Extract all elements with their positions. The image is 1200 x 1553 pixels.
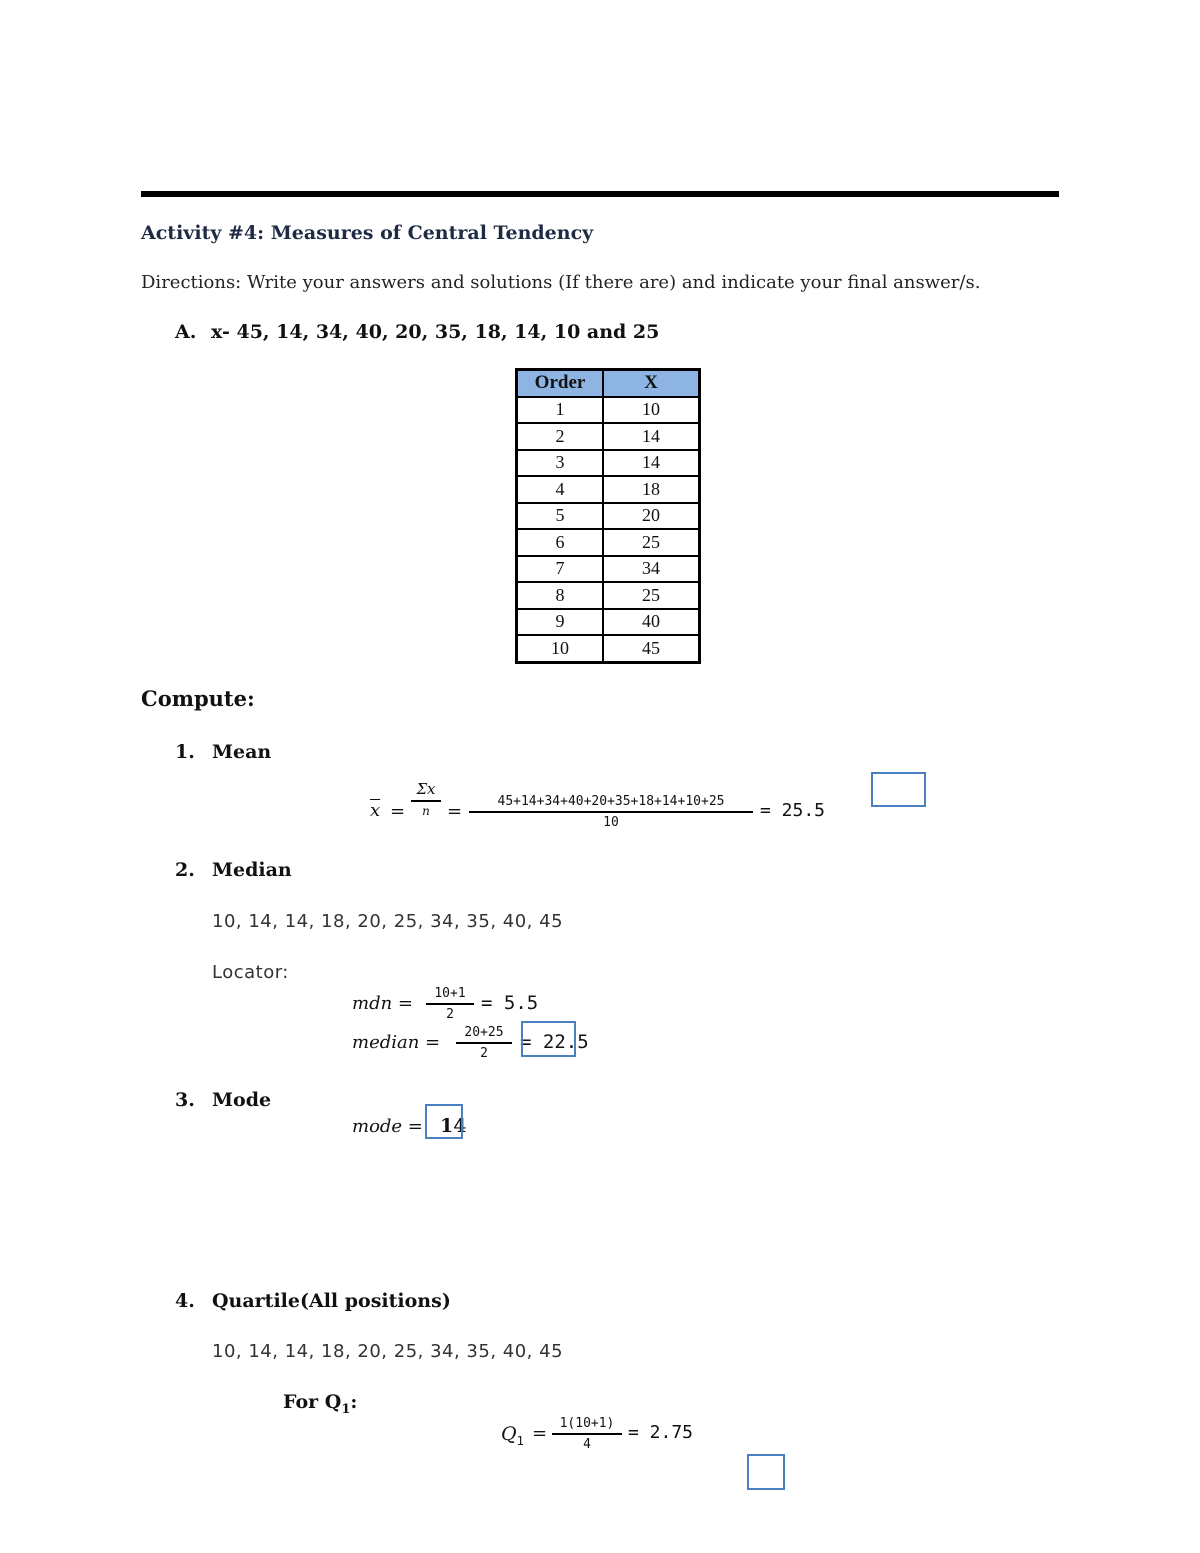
order-cell: 3 — [517, 450, 604, 477]
x-cell: 20 — [603, 503, 700, 530]
mean-frac2-num: 45+14+34+40+20+35+18+14+10+25 — [497, 794, 725, 809]
mean-frac2-den: 10 — [603, 815, 619, 830]
median-heading: Median — [212, 859, 292, 881]
mean-lhs: $\overline{x}$ — [370, 800, 381, 821]
table-row — [517, 397, 700, 424]
median-sorted-values: 10, 14, 14, 18, 20, 25, 34, 35, 40, 45 — [212, 911, 564, 932]
answer-box[interactable] — [871, 772, 926, 807]
table-row — [517, 503, 700, 530]
mdn-lhs: mdn = — [352, 993, 413, 1014]
q1-fraction — [552, 1416, 622, 1452]
mean-heading: Mean — [212, 741, 272, 763]
quartile-heading: Quartile(All positions) — [212, 1290, 451, 1312]
table-row — [517, 529, 700, 556]
mdn-num: 10+1 — [434, 986, 466, 1001]
order-cell: 5 — [517, 503, 604, 530]
mdn-result: = 5.5 — [481, 992, 539, 1014]
median-num: 20+25 — [464, 1025, 504, 1040]
compute-heading: Compute: — [141, 686, 255, 711]
q1-label — [283, 1391, 357, 1417]
mean-frac1-num: Σx — [416, 780, 436, 798]
order-cell: 9 — [517, 609, 604, 636]
mean-eq2: = — [447, 801, 463, 822]
mdn-fraction — [426, 986, 474, 1022]
x-cell: 34 — [603, 556, 700, 583]
table-header-order: Order — [517, 370, 604, 397]
x-cell: 40 — [603, 609, 700, 636]
table-row — [517, 450, 700, 477]
q1-label-colon: : — [350, 1391, 358, 1413]
order-cell: 8 — [517, 582, 604, 609]
order-cell: 4 — [517, 476, 604, 503]
q1-result: = 2.75 — [628, 1422, 694, 1443]
q1-lhs-sub: 1 — [516, 1433, 524, 1448]
table-row — [517, 609, 700, 636]
mode-heading: Mode — [212, 1089, 272, 1111]
table-row — [517, 635, 700, 662]
mode-value: 14 — [440, 1115, 467, 1137]
table-row — [517, 582, 700, 609]
x-cell: 14 — [603, 450, 700, 477]
section-a-label: A. — [175, 321, 197, 343]
mode-lhs: mode = — [352, 1116, 423, 1137]
answer-box[interactable] — [747, 1454, 785, 1490]
table-header-row — [517, 370, 700, 397]
q1-num: 1(10+1) — [559, 1416, 615, 1431]
median-result: = 22.5 — [520, 1031, 589, 1053]
order-cell: 1 — [517, 397, 604, 424]
directions-text: Directions: Write your answers and solutions (If there are) and indicate your final answer/s. — [141, 272, 981, 293]
page-title: Activity #4: Measures of Central Tendency — [141, 222, 594, 244]
x-cell: 10 — [603, 397, 700, 424]
q1-label-sub: 1 — [341, 1401, 351, 1417]
x-cell: 25 — [603, 582, 700, 609]
mean-frac-sum — [411, 780, 441, 818]
x-cell: 14 — [603, 423, 700, 450]
q1-lhs-letter: Q — [501, 1423, 517, 1445]
order-cell: 7 — [517, 556, 604, 583]
x-cell: 18 — [603, 476, 700, 503]
mdn-den: 2 — [446, 1007, 454, 1022]
median-fraction — [456, 1025, 512, 1061]
data-table — [515, 368, 701, 664]
quartile-sorted-values: 10, 14, 14, 18, 20, 25, 34, 35, 40, 45 — [212, 1341, 564, 1362]
table-header-x: X — [603, 370, 700, 397]
q1-den: 4 — [583, 1437, 591, 1452]
table-row — [517, 476, 700, 503]
mean-frac-values — [469, 794, 753, 830]
mean-result: = 25.5 — [760, 800, 826, 821]
mode-number: 3. — [175, 1089, 195, 1111]
order-cell: 10 — [517, 635, 604, 662]
q1-lhs — [501, 1423, 524, 1448]
order-cell: 6 — [517, 529, 604, 556]
order-cell: 2 — [517, 423, 604, 450]
locator-label: Locator: — [212, 962, 289, 983]
header-rule — [141, 191, 1059, 197]
answer-box[interactable] — [425, 1104, 463, 1139]
median-den: 2 — [480, 1046, 488, 1061]
q1-label-text: For Q — [283, 1391, 342, 1413]
section-a-text: x- 45, 14, 34, 40, 20, 35, 18, 14, 10 and 25 — [211, 321, 660, 343]
q1-eq: = — [532, 1423, 548, 1444]
x-cell: 45 — [603, 635, 700, 662]
mean-frac1-den: n — [422, 804, 430, 818]
answer-box[interactable] — [521, 1021, 576, 1057]
x-cell: 25 — [603, 529, 700, 556]
table-row — [517, 556, 700, 583]
mean-eq1: = — [390, 801, 406, 822]
table-row — [517, 423, 700, 450]
quartile-number: 4. — [175, 1290, 195, 1312]
median-number: 2. — [175, 859, 195, 881]
median-lhs: median = — [352, 1032, 441, 1053]
mean-number: 1. — [175, 741, 195, 763]
